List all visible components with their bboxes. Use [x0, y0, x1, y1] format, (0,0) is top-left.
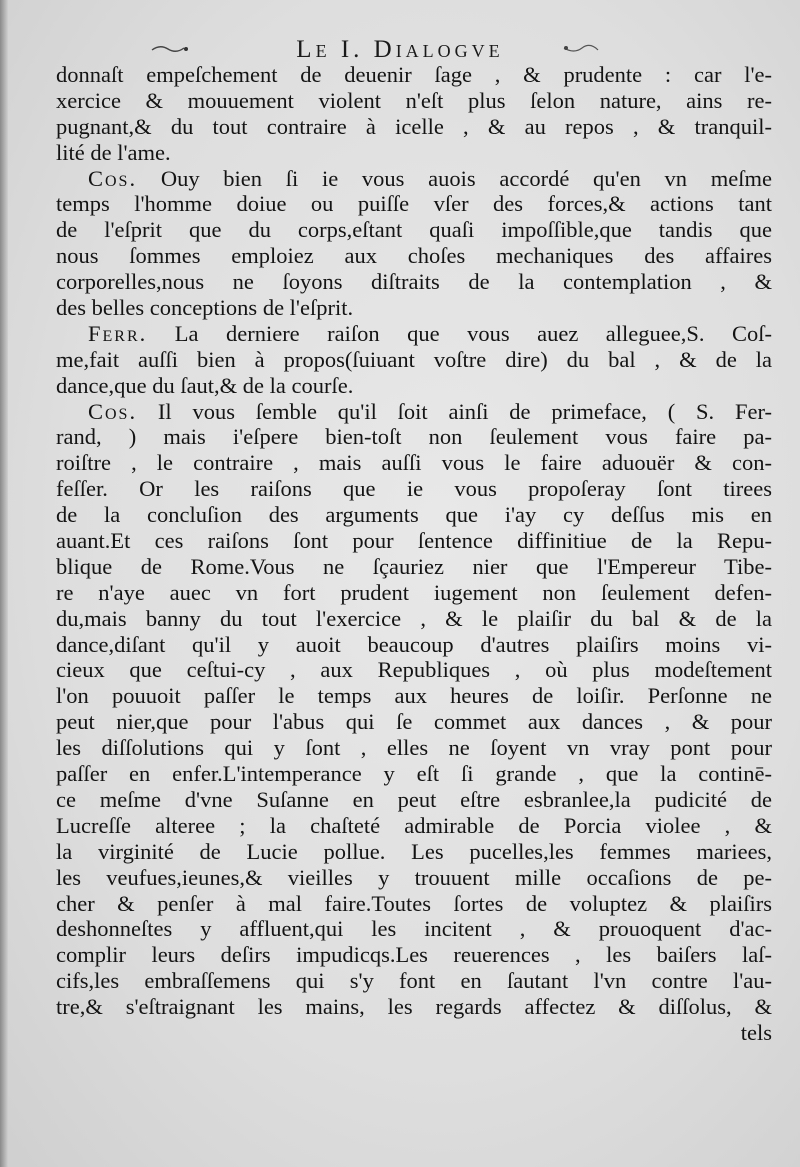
text-line: rand, ) mais i'eſpere bien-toſt non ſeulement vous faire pa-: [56, 424, 772, 450]
text-line: les veufues,ieunes,& vieilles y trouuent mille occaſions de pe-: [56, 864, 772, 890]
text-line: dance,diſant qu'il y auoit beaucoup d'autres plaiſirs moins vi-: [56, 631, 772, 657]
text-line: des belles conceptions de l'eſprit.: [56, 295, 354, 321]
speaker-name: Ferr.: [88, 320, 148, 346]
text-line: nous ſommes emploiez aux choſes mechaniques des affaires: [56, 243, 772, 269]
body-text: [56, 62, 772, 1046]
text-line: tre,& s'eſtraignant les mains, les regards affectez & diſſolus, &: [56, 994, 772, 1020]
text-line: peut nier,que pour l'abus qui ſe commet aux dances , & pour: [56, 709, 772, 735]
text-line: roiſtre , le contraire , mais auſſi vous le faire aduouër & con-: [56, 450, 772, 476]
text-line: l'on pouuoit paſſer le temps aux heures de loiſir. Perſonne ne: [56, 683, 772, 709]
text-line: blique de Rome.Vous ne ſçauriez nier que l'Empereur Tibe-: [56, 553, 772, 579]
catchword: tels: [740, 1019, 772, 1045]
text-line: dance,que du ſaut,& de la courſe.: [56, 372, 354, 398]
text-line: Lucreſſe alteree ; la chaſteté admirable de Porcia violee , &: [56, 812, 772, 838]
text-line: feſſer. Or les raiſons que ie vous propoſeray ſont tirees: [56, 476, 772, 502]
text-line: la virginité de Lucie pollue. Les pucelles,les femmes mariees,: [56, 838, 772, 864]
text-line: deshonneſtes y affluent,qui les incitent , & prouoquent d'ac-: [56, 916, 772, 942]
text-line: re n'aye auec vn fort prudent iugement non ſeulement defen-: [56, 579, 772, 605]
text-line: ce meſme d'vne Suſanne en peut eſtre esbranlee,la pudicité de: [56, 786, 772, 812]
text-line: lité de l'ame.: [56, 139, 171, 165]
text-line: temps l'homme doiue ou puiſſe vſer des forces,& actions tant: [56, 191, 772, 217]
text-line: cieux que ceſtui-cy , aux Republiques , où plus modeſtement: [56, 657, 772, 683]
page-gutter-shadow: [0, 0, 8, 1167]
text-line: les diſſolutions qui y ſont , elles ne ſoyent vn vray pont pour: [56, 735, 772, 761]
text-line: Cos. Il vous ſemble qu'il ſoit ainſi de primeface, ( S. Fer-: [88, 398, 772, 424]
text-line: complir leurs deſirs impudicqs.Les reuerences , les baiſers laſ-: [56, 942, 772, 968]
running-head: Le I. Dialogve: [296, 36, 504, 63]
text-line: donnaſt empeſchement de deuenir ſage , & prudente : car l'e-: [56, 62, 772, 87]
text-line: du,mais banny du tout l'exercice , & le plaiſir du bal & de la: [56, 605, 772, 631]
text-line: de la concluſion des arguments que i'ay cy deſſus mis en: [56, 502, 772, 528]
text-line: xercice & mouuement violent n'eſt plus ſelon nature, ains re-: [56, 87, 772, 113]
text-line: me,fait auſſi bien à propos(ſuiuant voſtre dire) du bal , & de la: [56, 346, 772, 372]
text-line: auant.Et ces raiſons ſont pour ſentence diffinitiue de la Repu-: [56, 528, 772, 554]
text-line: cifs,les embraſſemens qui s'y font en ſautant l'vn contre l'au-: [56, 968, 772, 994]
text-line: Cos. Ouy bien ſi ie vous auois accordé qu'en vn meſme: [88, 165, 772, 191]
text-line: Ferr. La derniere raiſon que vous auez alleguee,S. Coſ-: [88, 320, 772, 346]
text-line: paſſer en enfer.L'intemperance y eſt ſi grande , que la continē-: [56, 761, 772, 787]
speaker-name: Cos.: [88, 165, 138, 191]
speaker-name: Cos.: [88, 398, 138, 424]
text-line: cher & penſer à mal faire.Toutes ſortes de voluptez & plaiſirs: [56, 890, 772, 916]
text-line: corporelles,nous ne ſoyons diſtraits de la contemplation , &: [56, 269, 772, 295]
text-line: pugnant,& du tout contraire à icelle , & au repos , & tranquil-: [56, 113, 772, 139]
text-line: de l'eſprit que du corps,eſtant quaſi impoſſible,que tandis que: [56, 217, 772, 243]
